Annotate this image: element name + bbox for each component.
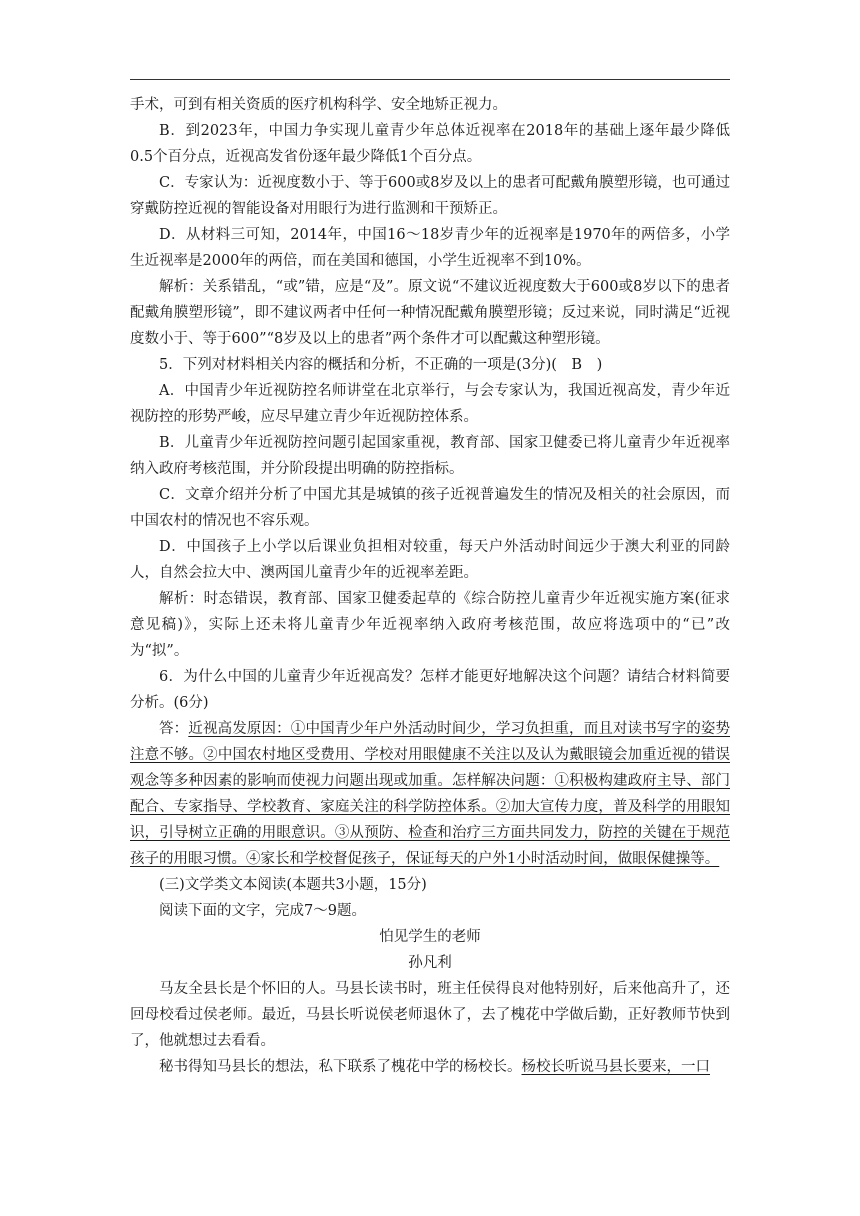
option-b: B．到2023年，中国力争实现儿童青少年总体近视率在2018年的基础上逐年最少降低0.5个百分点，近视高发省份逐年最少降低1个百分点。 xyxy=(130,123,730,165)
answer-6 xyxy=(130,716,730,872)
answer-6-text: 近视高发原因：①中国青少年户外活动时间少，学习负担重，而且对读书写字的姿势注意不够。②中国农村地区受费用、学校对用眼健康不关注以及认为戴眼镜会加重近视的错误观念等多种因素的影响而使视力问题出现或加重。怎样解决问题：①积极构建政府主导、部门配合、专家指导、学校教育、家庭关注的科学防控体系。②加大宣传力度，普及科学的用眼知识，引导树立正确的用眼意识。③从预防、检查和治疗三方面共同发力，防控的关键在于规范孩子的用眼习惯。④家长和学校督促孩子，保证每天的户外1小时活动时间，做眼保健操等。 xyxy=(130,721,731,867)
document-body xyxy=(130,92,730,1080)
question-5-option-a: A．中国青少年近视防控名师讲堂在北京举行，与会专家认为，我国近视高发，青少年近视防控的形势严峻，应尽早建立青少年近视防控体系。 xyxy=(130,383,730,425)
question-5: 5．下列对材料相关内容的概括和分析，不正确的一项是(3分)( B ) xyxy=(159,357,603,373)
header-rule xyxy=(130,79,730,80)
question-6: 6．为什么中国的儿童青少年近视高发？怎样才能更好地解决这个问题？请结合材料简要分析。(6分) xyxy=(130,669,730,711)
answer-prefix: 答： xyxy=(159,721,189,737)
question-5-option-d: D．中国孩子上小学以后课业负担相对较重，每天户外活动时间远少于澳大利亚的同龄人，自然会拉大中、澳两国儿童青少年的近视率差距。 xyxy=(130,539,730,581)
story-paragraph-2 xyxy=(130,1054,730,1080)
question-5-option-b: B．儿童青少年近视防控问题引起国家重视，教育部、国家卫健委已将儿童青少年近视率纳入政府考核范围，并分阶段提出明确的防控指标。 xyxy=(130,435,730,477)
option-d: D．从材料三可知，2014年，中国16～18岁青少年的近视率是1970年的两倍多，小学生近视率是2000年的两倍，而在美国和德国，小学生近视率不到10%。 xyxy=(130,227,730,269)
story-paragraph-2-start: 秘书得知马县长的想法，私下联系了槐花中学的杨校长。 xyxy=(159,1059,522,1075)
option-c: C．专家认为：近视度数小于、等于600或8岁及以上的患者可配戴角膜塑形镜，也可通过穿戴防控近视的智能设备对用眼行为进行监测和干预矫正。 xyxy=(130,175,730,217)
analysis-4: 解析：关系错乱，“或”错，应是“及”。原文说“不建议近视度数大于600或8岁以下的患者配戴角膜塑形镜”，即不建议两者中任何一种情况配戴角膜塑形镜；反过来说，同时满足“近视度数小于、等于600”“8岁及以上的患者”两个条件才可以配戴这种塑形镜。 xyxy=(130,279,730,347)
story-paragraph-2-underlined: 杨校长听说马县长要来，一口 xyxy=(521,1059,710,1075)
story-paragraph-1: 马友全县长是个怀旧的人。马县长读书时，班主任侯得良对他特别好，后来他高升了，还回母校看过侯老师。最近，马县长听说侯老师退休了，去了槐花中学做后勤，正好教师节快到了，他就想过去看看。 xyxy=(130,981,730,1049)
analysis-5: 解析：时态错误，教育部、国家卫健委起草的《综合防控儿童青少年近视实施方案(征求意见稿)》，实际上还未将儿童青少年近视率纳入政府考核范围，故应将选项中的“已”改为“拟”。 xyxy=(130,591,730,659)
story-title: 怕见学生的老师 xyxy=(379,929,481,945)
reading-instruction: 阅读下面的文字，完成7～9题。 xyxy=(159,903,366,919)
question-5-option-c: C．文章介绍并分析了中国尤其是城镇的孩子近视普遍发生的情况及相关的社会原因，而中国农村的情况也不容乐观。 xyxy=(130,487,730,529)
section-3-heading: (三)文学类文本阅读(本题共3小题，15分) xyxy=(159,877,427,893)
story-author: 孙凡利 xyxy=(408,955,452,971)
paragraph-continuation: 手术，可到有相关资质的医疗机构科学、安全地矫正视力。 xyxy=(130,97,507,113)
